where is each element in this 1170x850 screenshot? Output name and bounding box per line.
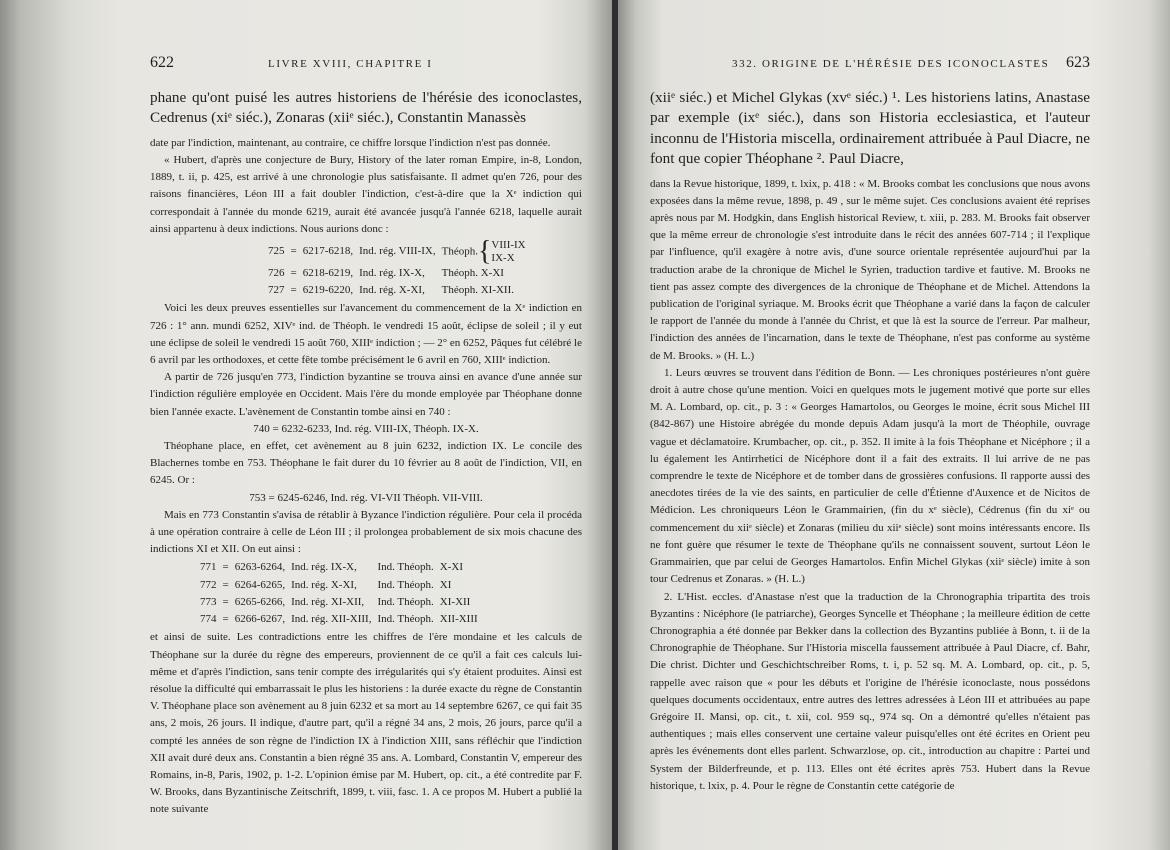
left-body-text: phane qu'ont puisé les autres historiens de l'hérésie des iconoclastes, Cedrenus (xiᵉ siéc.), Zonaras (xiiᵉ siéc.), Constantin Manassès	[150, 89, 582, 127]
equation-row	[268, 282, 532, 299]
eq-cell: 6219-6220,	[302, 284, 354, 297]
eq-cell: 6266-6267,	[234, 613, 286, 626]
left-page-number: 622	[150, 54, 174, 71]
note-paragraph: « Hubert, d'après une conjecture de Bury, History of the later roman Empire, in-8, London, 1889, t. ii, p. 425, est arrivé à une chronologie plus satisfaisante. Il admet qu'en 726, pour des raisons financières, Léon III a fait doubler l'indiction, c'est-à-dire que la Xᵉ indiction qui correspondait à l'année du monde 6219, aurait été avancée jusqu'à l'année 6218, laquelle aurait ainsi appartenu à deux indictions. Nous aurions donc :	[150, 154, 582, 235]
eq-cell: Ind. Théoph.	[377, 561, 434, 574]
eq-cell: X-XI	[439, 561, 464, 574]
eq-cell	[442, 282, 532, 299]
eq-stack	[491, 239, 525, 265]
right-running-head	[650, 54, 1090, 78]
eq-cell: Ind. Théoph.	[377, 595, 434, 608]
eq-cell: 6264-6265,	[234, 578, 286, 591]
eq-cell: 6265-6266,	[234, 595, 286, 608]
left-footnote-block	[150, 135, 582, 819]
eq-cell: =	[222, 578, 229, 591]
eq-cell: 727	[268, 284, 285, 297]
brace-icon: {	[477, 236, 492, 268]
equation-table-1	[268, 236, 532, 299]
eq-cell: 6263-6264,	[234, 561, 286, 574]
footnote-2: 2. L'Hist. eccles. d'Anastase n'est que la traduction de la Chronographia tripartita des trois Byzantins : Nicéphore (le patriarche), Georges Syncelle et Théophane ; la meilleure édition de cette Chronographia a été donnée par Bekker dans la collection des Byzantins publiée à Bonn, t. ii de la Chronographie de Théophane. Sur l'Historia miscella faussement attribuée à Paul Diacre, cf. Bahr, Die christ. Dichter und Geschichtschreiber Roms, t. i, p. 52 sq. M. A. Lombard, op. cit., p. 5, rappelle avec raison que « pour les débuts et l'origine de l'hérésie iconoclaste, nous possédons quelques documents occidentaux, entre autres des lettres adressées à Léon III et attribuées au pape Grégoire II. Mansi, op. cit., t. xii, col. 959 sq., 974 sq. On a démontré qu'elles n'étaient pas authentiques ; mais elles conservent une certaine valeur puisqu'elles ont été écrites en Orient peu après les événements dont elles parlent. Schwarzlose, op. cit., introduction au chapitre : Partei und System der Bilderfreunde, et p. 113. Elles ont été écrites après 753. Hubert dans la Revue historique, t. lxix, p. 4. Pour le règne de Constantin cette catégorie de	[650, 590, 1090, 792]
equation-row	[200, 577, 484, 594]
right-body-text: (xiiᵉ siéc.) et Michel Glykas (xvᵉ siéc.) ¹. Les historiens latins, Anastase par exemple (ixᵉ siéc.), dans son Historia ecclesiastica, et l'auteur inconnu de l'Historia miscella, ordinairement attribuée à Paul Diacre, ne font que copier Théophane ². Paul Diacre,	[650, 89, 1090, 168]
equation-row	[200, 559, 484, 576]
eq-cell: Ind. rég. VIII-IX,	[359, 245, 436, 258]
eq-cell	[442, 265, 532, 282]
eq-cell: 772	[200, 578, 217, 591]
equation-row	[268, 265, 532, 282]
right-footnote-block	[650, 176, 1090, 795]
eq-cell: =	[222, 595, 229, 608]
equation-line: 753 = 6245-6246, Ind. rég. VI-VII Théoph. VII-VIII.	[249, 491, 483, 504]
equation-row	[200, 611, 484, 628]
eq-cell: =	[222, 613, 229, 626]
eq-stack-top: VIII-IX	[491, 239, 526, 252]
left-running-title: LIVRE XVIII, CHAPITRE I	[268, 58, 433, 70]
equation-row	[268, 239, 532, 265]
equation-line: 740 = 6232-6233, Ind. rég. VIII-IX, Théoph. IX-X.	[253, 422, 479, 435]
right-page	[618, 0, 1170, 850]
eq-cell: 774	[200, 613, 217, 626]
eq-cell: =	[290, 284, 297, 297]
eq-cell: Ind. rég. X-XI,	[291, 578, 357, 591]
eq-cell: Ind. Théoph.	[377, 578, 434, 591]
eq-cell: 6218-6219,	[302, 267, 354, 280]
note-paragraph: Voici les deux preuves essentielles sur l'avancement du commencement de la Xᵉ indiction en 726 : 1° ann. mundi 6252, XIVᵉ ind. de Théoph. le vendredi 15 août, éclipse de soleil ; il y eut une éclipse de soleil le vendredi 15 août 760, XIIIᵉ indiction ; — 2° en 6252, Pâques fut célébré le 6 avril par les orthodoxes, et cette fête tombe précisément le 6 avril en 760, XIIIᵉ indiction.	[150, 302, 582, 367]
eq-cell: XI-XII	[439, 595, 471, 608]
eq-cell: XII-XIII	[439, 613, 478, 626]
eq-cell: Ind. rég. XI-XII,	[291, 595, 365, 608]
right-page-number: 623	[1066, 54, 1090, 71]
left-running-head	[150, 54, 582, 78]
note-paragraph: A partir de 726 jusqu'en 773, l'indiction byzantine se trouva ainsi en avance d'une année sur l'indiction régulière employée en Occident. Mais l'ère du monde employée par Théophane donne bien l'année exacte. L'avènement de Constantin tombe ainsi en 740 :	[150, 371, 582, 418]
eq-cell: XI	[439, 578, 452, 591]
note-paragraph: Théophane place, en effet, cet avènement au 8 juin 6232, indiction IX. Le concile des Blachernes tombe en 753. Théophane le fait durer du 10 février au 8 août de l'indiction, VII, en 6245. Or :	[150, 440, 582, 487]
eq-theoph: Théoph.	[441, 284, 478, 297]
footnote-1: 1. Leurs œuvres se trouvent dans l'édition de Bonn. — Les chroniques postérieures n'ont guère droit à autre chose qu'une mention. Voici en quelques mots le jugement motivé que porte sur elles M. A. Lombard, op. cit., p. 3 : « Georges Hamartolos, ou Georges le moine, écrit sous Michel III (842-867) une Histoire abrégée du monde depuis Adam jusqu'à la mort de Théophile, ouvrage vague et déclamatoire. Krumbacher, op. cit., p. 352. Il imite à la fois Théophane et Nicéphore ; il a lu également les Antirrhetici de Nicéphore dont il a fait des extraits. Il lui arrive de ne pas comprendre le texte de Nicéphore et de tomber dans de grossières confusions. Il rapporte aussi des anecdotes tirées de la vie des saints, en particulier de celle d'Étienne d'Auxence et de Nicitos de Médicion. Les chroniqueurs Léon le Grammairien, (fin du xᵉ siècle), Cédrenus (fin du xiᵉ ou commencement du xiiᵉ siècle) et Zonaras (milieu du xiiᵉ siècle) sont moins intéressants encore. Ils ne font guère que résumer le texte de Théophane qu'ils ne connaissent souvent, surtout Léon le Grammairien, que par celui de Georges Hamartolos. Enfin Michel Glykas (xiiᵉ siècle) imite à son tour Cedrenus et Zonaras. » (H. L.)	[650, 366, 1090, 586]
eq-cell: =	[222, 561, 229, 574]
eq-cell: Ind. rég. X-XI,	[359, 284, 425, 297]
eq-cell: =	[290, 245, 297, 258]
eq-cell: Ind. rég. XII-XIII,	[291, 613, 372, 626]
eq-cell: Ind. rég. IX-X,	[359, 267, 425, 280]
note-paragraph: et ainsi de suite. Les contradictions entre les chiffres de l'ère mondaine et les calculs de Théophane sur la durée du règne des empereurs, proviennent de ce qu'il a fait ces calculs lui-même et d'après l'indiction, sans tenir compte des irrégularités qui s'y étaient produites. Ainsi est résolue la difficulté qui embarrassait le plus les historiens : la durée exacte du règne de Constantin V. Théophane place son avènement au 8 juin 6232 et sa mort au 14 septembre 6267, ce qui fait 35 ans, 2 mois, 26 jours. Il indique, d'autre part, qu'il a régné 34 ans, 2 mois, 26 jours, parce qu'il a compté les années de son règne de l'indiction IX à l'indiction XIII, sans réfléchir que l'indiction XII avait duré deux ans. Constantin a bien régné 35 ans. A. Lombard, Constantin V, empereur des Romains, in-8, Paris, 1902, p. 1-2. L'opinion émise par M. Hubert, op. cit., a été contredite par F. W. Brooks, dans Byzantinische Zeitschrift, 1899, t. viii, fasc. 1. A ce propos M. Hubert a publié la note suivante	[150, 631, 582, 816]
eq-cell: =	[290, 267, 297, 280]
equation-table-2	[200, 559, 484, 628]
eq-cell: 6217-6218,	[302, 245, 354, 258]
note-paragraph: Mais en 773 Constantin s'avisa de rétablir à Byzance l'indiction régulière. Pour cela il procéda à une opération contraire à celle de Léon III ; il prolongea probablement de six mois chacune des indictions XI et XII. On eut ainsi :	[150, 508, 582, 556]
eq-stack-bottom: IX-X	[491, 252, 515, 265]
eq-cell: 773	[200, 595, 217, 608]
eq-theoph: Théoph.	[441, 267, 478, 280]
eq-value: X-XI	[480, 267, 504, 280]
eq-cell: 725	[268, 245, 285, 258]
eq-value: XI-XII.	[480, 284, 515, 297]
right-running-title: 332. ORIGINE DE L'HÉRÉSIE DES ICONOCLASTES	[732, 58, 1050, 70]
equation-row	[200, 594, 484, 611]
eq-cell: Ind. rég. IX-X,	[291, 561, 357, 574]
eq-cell: 726	[268, 267, 285, 280]
eq-cell: Ind. Théoph.	[377, 613, 434, 626]
eq-theoph: Théoph.	[441, 245, 478, 258]
eq-cell: 771	[200, 561, 217, 574]
eq-cell	[441, 236, 532, 268]
note-paragraph: dans la Revue historique, 1899, t. lxix, p. 418 : « M. Brooks combat les conclusions que nous avons exposées dans la même revue, 1898, p. 49 , sur le même sujet. Ces conclusions avaient été reprises après nous par M. Hodgkin, dans English historical Review, t. xiii, p. 283. M. Brooks fait observer que la même erreur de chronologie s'est introduite dans le récit des années 607-714 ; il l'explique par l'influence, qu'il exagère à notre avis, d'une source orientale représentée aujourd'hui par la traduction arabe de la chronique de Michel le Syrien, traduction tardive et fautive. M. Brooks ne tient pas assez compte des divergences de la chronique de Théophane et de Michel. Attendons la publication de l'original syriaque. M. Brooks écrit que Théophane a varié dans la façon de calculer le rapport de l'année du monde à l'année du Christ, et que là est la source de l'erreur. Par malheur, l'indiction des années de l'incarnation, dans le texte de Théophane, n'est pas conforme au système de M. Brooks. » (H. L.)	[650, 177, 1090, 362]
note-paragraph: date par l'indiction, maintenant, au contraire, ce chiffre lorsque l'indiction n'est pas donnée.	[150, 136, 551, 149]
